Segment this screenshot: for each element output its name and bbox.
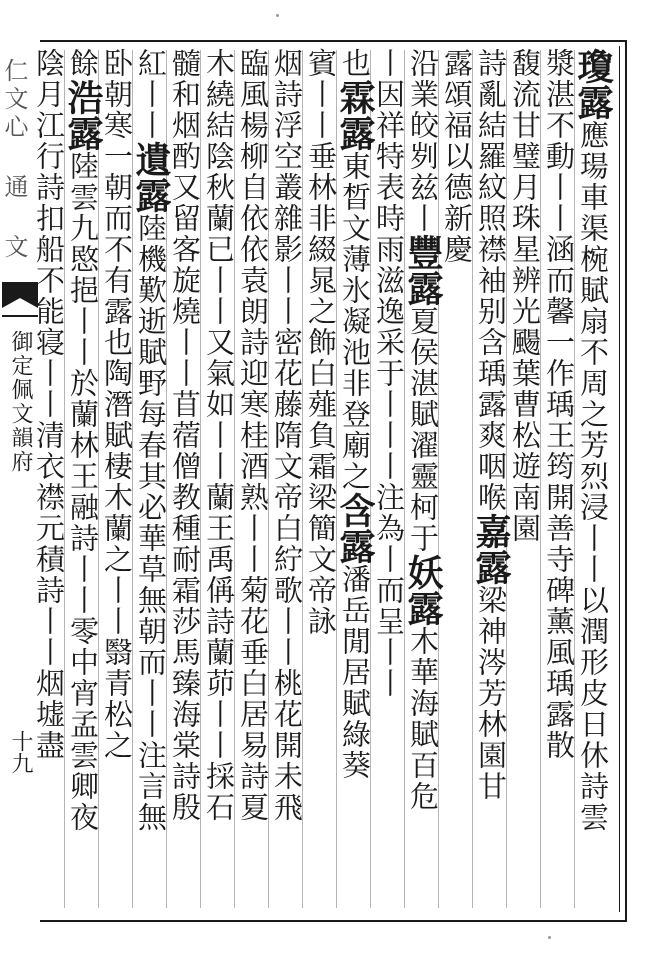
entry-text: 陸雲九愍挹丨丨於蘭林王融詩丨丨零中宵孟雲卿夜	[66, 151, 100, 833]
entry-text: 賓丨丨垂林非綴晁之飾	[304, 48, 338, 358]
text-column	[236, 48, 270, 908]
entry-text: 應瑒車渠椀賦扇不周之芳烈浸丨丨以潤形皮日休詩雲	[576, 120, 610, 833]
entry-text: 丨注為丨而呈丨丨	[372, 451, 406, 699]
text-column	[402, 48, 444, 908]
headword: 含露	[334, 492, 376, 564]
text-column	[304, 48, 338, 908]
entry-text: 詩亂結羅紋照襟袖别含瑀露爽咽喉	[474, 48, 508, 513]
entry-text: 夏侯湛賦濯靈柯于	[406, 306, 440, 554]
text-column	[372, 48, 406, 908]
entry-text: 露頌福以德新慶	[440, 48, 474, 265]
text-column	[270, 48, 304, 908]
entry-text: 也	[338, 48, 372, 79]
paper-speck	[276, 14, 279, 17]
margin-header-text: 仁文心 通 文	[0, 58, 28, 262]
page-number: 十九	[8, 730, 33, 774]
entry-text: 髓和烟酌又留客旋燒丨丨苜蓿僧教種耐霜莎馬臻海棠詩殷	[168, 48, 202, 823]
text-column	[100, 48, 134, 908]
entry-text: 白薤負霜梁簡文帝詠	[304, 358, 338, 637]
entry-text: 紅丨丨	[134, 48, 168, 141]
headword: 遺露	[130, 141, 172, 213]
entry-text: 東晳文薄氷凝池非登廟之	[338, 151, 372, 492]
headword: 妖露	[402, 554, 444, 626]
entry-text: 臨風楊柳自依依袁朗詩迎寒桂酒熟丨丨菊花垂白居易詩夏	[236, 48, 270, 823]
text-column	[130, 48, 172, 908]
paper-speck	[548, 936, 551, 939]
entry-text: 時雨滋逸采于丨丨	[372, 203, 406, 451]
text-column	[470, 48, 512, 908]
text-column	[32, 48, 66, 908]
text-column	[508, 48, 542, 908]
entry-text: 潘岳閒居賦綠葵	[338, 564, 372, 781]
entry-text: 沿業皎刿兹丨	[406, 48, 440, 234]
entry-text: 餘	[66, 48, 100, 79]
text-column	[202, 48, 236, 908]
headword: 瓊露	[572, 48, 614, 120]
entry-text: 陰	[32, 48, 66, 79]
entry-text: 漿湛不動丨丨涵而馨一作瑀王筠開善寺碑薰風瑀露散	[542, 48, 576, 761]
entry-text: 卧朝寒	[100, 48, 134, 141]
text-column	[572, 48, 614, 908]
text-column	[334, 48, 376, 908]
headword: 豐露	[402, 234, 444, 306]
text-column	[62, 48, 104, 908]
headword: 浩露	[62, 79, 104, 151]
headword: 霖露	[334, 79, 376, 151]
headword: 嘉露	[470, 513, 512, 585]
book-title: 御定佩文韻府	[8, 330, 33, 474]
entry-text: 烟詩浮空叢雜影丨丨密花藤隋文帝白紵歌丨丨桃花開未飛	[270, 48, 304, 823]
entry-text: 木華海賦百危	[406, 626, 440, 812]
text-column	[168, 48, 202, 908]
entry-text: 一朝而不有露也陶潛賦棲木蘭之丨丨翳青松之	[100, 141, 134, 761]
entry-text: 馥流甘璧月珠星辨光颺葉曹松遊南園	[508, 48, 542, 544]
entry-text: 木繞結陰秋蘭已丨丨又氣如丨丨蘭王禹偁詩蘭茆丨丨採石	[202, 48, 236, 823]
entry-text: 丨因祥特表	[372, 48, 406, 203]
text-column	[440, 48, 474, 908]
entry-text: 月江行詩扣船不能寝丨丨清衣襟元積詩丨丨烟墟盡	[32, 79, 66, 761]
text-column	[542, 48, 576, 908]
entry-text: 梁神涔芳林園甘	[474, 585, 508, 802]
entry-text: 陸機歎逝賦野每春其必華草無朝而丨丨注言無	[134, 213, 168, 833]
